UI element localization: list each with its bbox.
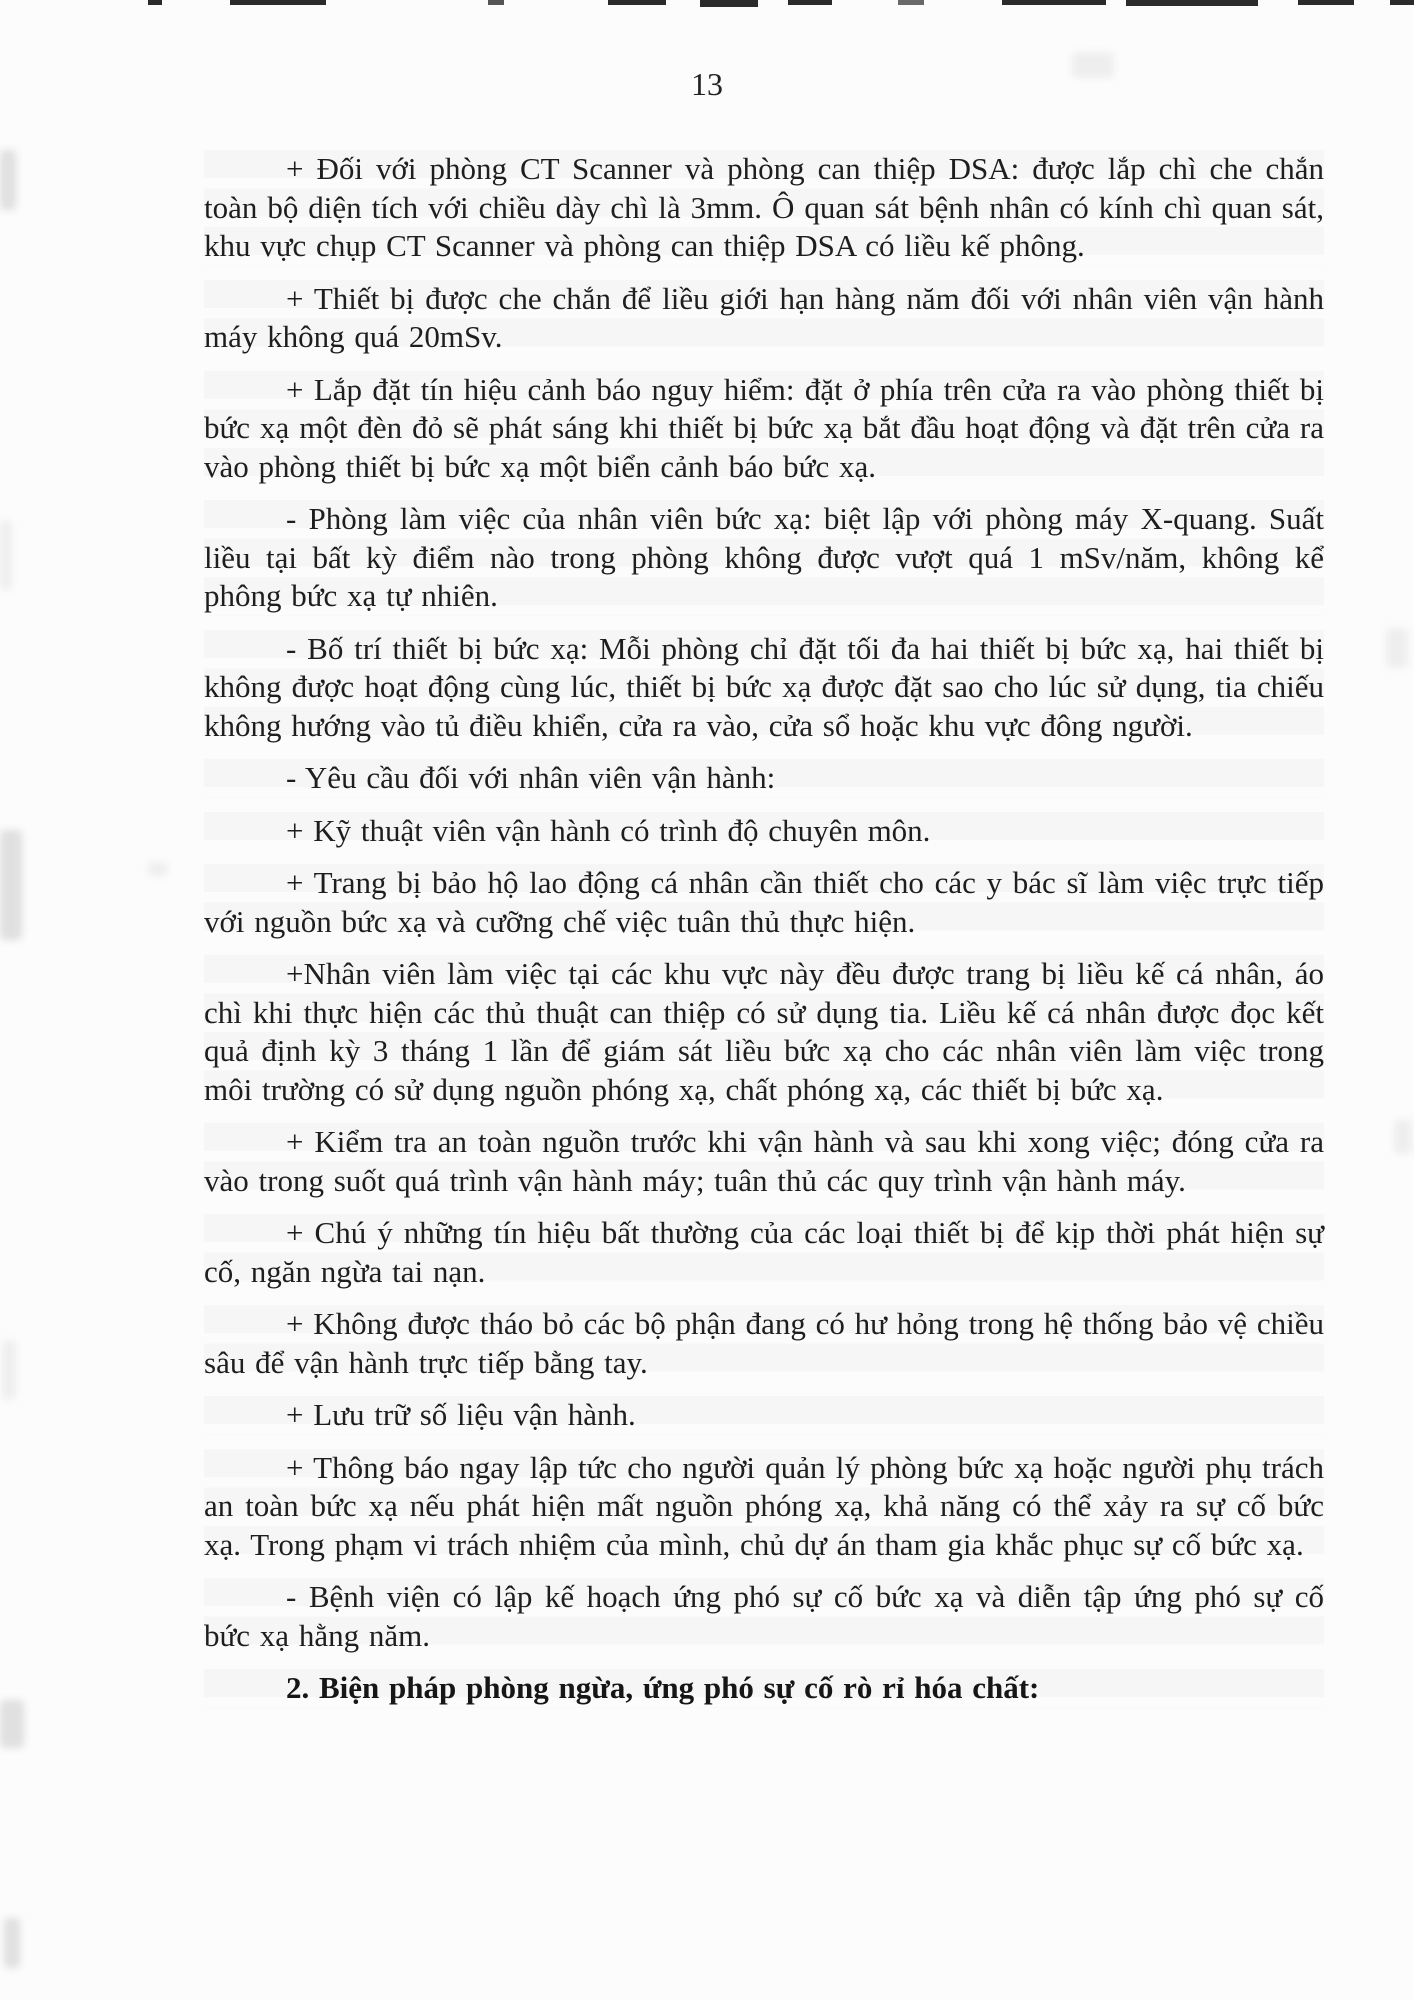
- paragraph: + Trang bị bảo hộ lao động cá nhân cần thiết cho các y bác sĩ làm việc trực tiếp với nguồn bức xạ và cưỡng chế việc tuân thủ thực hiện.: [204, 864, 1324, 941]
- paragraph: + Kỹ thuật viên vận hành có trình độ chuyên môn.: [204, 812, 1324, 851]
- scan-artifact: [898, 0, 924, 5]
- paragraph: - Phòng làm việc của nhân viên bức xạ: biệt lập với phòng máy X-quang. Suất liều tại bất kỳ điểm nào trong phòng không được vượt quá 1 mSv/năm, không kể phông bức xạ tự nhiên.: [204, 500, 1324, 616]
- scan-artifact: [0, 520, 12, 590]
- paragraph: + Lắp đặt tín hiệu cảnh báo nguy hiểm: đặt ở phía trên cửa ra vào phòng thiết bị bức xạ một đèn đỏ sẽ phát sáng khi thiết bị bức xạ bắt đầu hoạt động và đặt trên cửa ra vào phòng thiết bị bức xạ một biển cảnh báo bức xạ.: [204, 371, 1324, 487]
- document-body: [204, 150, 1324, 1722]
- scan-artifact: [700, 0, 758, 7]
- paragraph: + Lưu trữ số liệu vận hành.: [204, 1396, 1324, 1435]
- paragraph: + Kiểm tra an toàn nguồn trước khi vận hành và sau khi xong việc; đóng cửa ra vào trong suốt quá trình vận hành máy; tuân thủ các quy trình vận hành máy.: [204, 1123, 1324, 1200]
- scan-artifact: [148, 862, 168, 876]
- paragraph: - Yêu cầu đối với nhân viên vận hành:: [204, 759, 1324, 798]
- section-heading: 2. Biện pháp phòng ngừa, ứng phó sự cố rò rỉ hóa chất:: [204, 1669, 1324, 1708]
- scan-artifact: [4, 1918, 20, 1968]
- paragraph: + Chú ý những tín hiệu bất thường của các loại thiết bị để kịp thời phát hiện sự cố, ngăn ngừa tai nạn.: [204, 1214, 1324, 1291]
- scan-artifact: [1298, 0, 1354, 5]
- paragraph: +Nhân viên làm việc tại các khu vực này đều được trang bị liều kế cá nhân, áo chì khi thực hiện các thủ thuật can thiệp có sử dụng tia. Liều kế cá nhân được đọc kết quả định kỳ 3 tháng 1 lần để giám sát liều bức xạ cho các nhân viên làm việc trong môi trường có sử dụng nguồn phóng xạ, chất phóng xạ, các thiết bị bức xạ.: [204, 955, 1324, 1109]
- scan-artifact: [1390, 0, 1414, 5]
- scan-artifact: [0, 830, 22, 940]
- scan-artifact: [788, 0, 832, 5]
- page-number: 13: [691, 66, 723, 102]
- scan-artifact: [2, 1340, 16, 1400]
- scan-artifact: [608, 0, 666, 5]
- scan-artifact: [1386, 628, 1408, 668]
- paragraph: + Thiết bị được che chắn để liều giới hạn hàng năm đối với nhân viên vận hành máy không quá 20mSv.: [204, 280, 1324, 357]
- scan-artifact: [0, 150, 16, 210]
- scan-artifact: [1002, 0, 1106, 5]
- scan-artifact: [1126, 0, 1258, 6]
- scan-artifact: [0, 1700, 24, 1748]
- paragraph: - Bố trí thiết bị bức xạ: Mỗi phòng chỉ đặt tối đa hai thiết bị bức xạ, hai thiết bị không được hoạt động cùng lúc, thiết bị bức xạ được đặt sao cho lúc sử dụng, tia chiếu không hướng vào tủ điều khiển, cửa ra vào, cửa sổ hoặc khu vực đông người.: [204, 630, 1324, 746]
- paragraph: + Đối với phòng CT Scanner và phòng can thiệp DSA: được lắp chì che chắn toàn bộ diện tích với chiều dày chì là 3mm. Ô quan sát bệnh nhân có kính chì quan sát, khu vực chụp CT Scanner và phòng can thiệp DSA có liều kế phông.: [204, 150, 1324, 266]
- paragraph: + Không được tháo bỏ các bộ phận đang có hư hỏng trong hệ thống bảo vệ chiều sâu để vận hành trực tiếp bằng tay.: [204, 1305, 1324, 1382]
- scan-artifact: [488, 0, 504, 5]
- scan-artifact: [1394, 1120, 1412, 1154]
- scan-artifact: [230, 0, 326, 5]
- scan-artifact: [148, 0, 162, 5]
- paragraph: - Bệnh viện có lập kế hoạch ứng phó sự cố bức xạ và diễn tập ứng phó sự cố bức xạ hằng năm.: [204, 1578, 1324, 1655]
- paragraph: + Thông báo ngay lập tức cho người quản lý phòng bức xạ hoặc người phụ trách an toàn bức xạ nếu phát hiện mất nguồn phóng xạ, khả năng có thể xảy ra sự cố bức xạ. Trong phạm vi trách nhiệm của mình, chủ dự án tham gia khắc phục sự cố bức xạ.: [204, 1449, 1324, 1565]
